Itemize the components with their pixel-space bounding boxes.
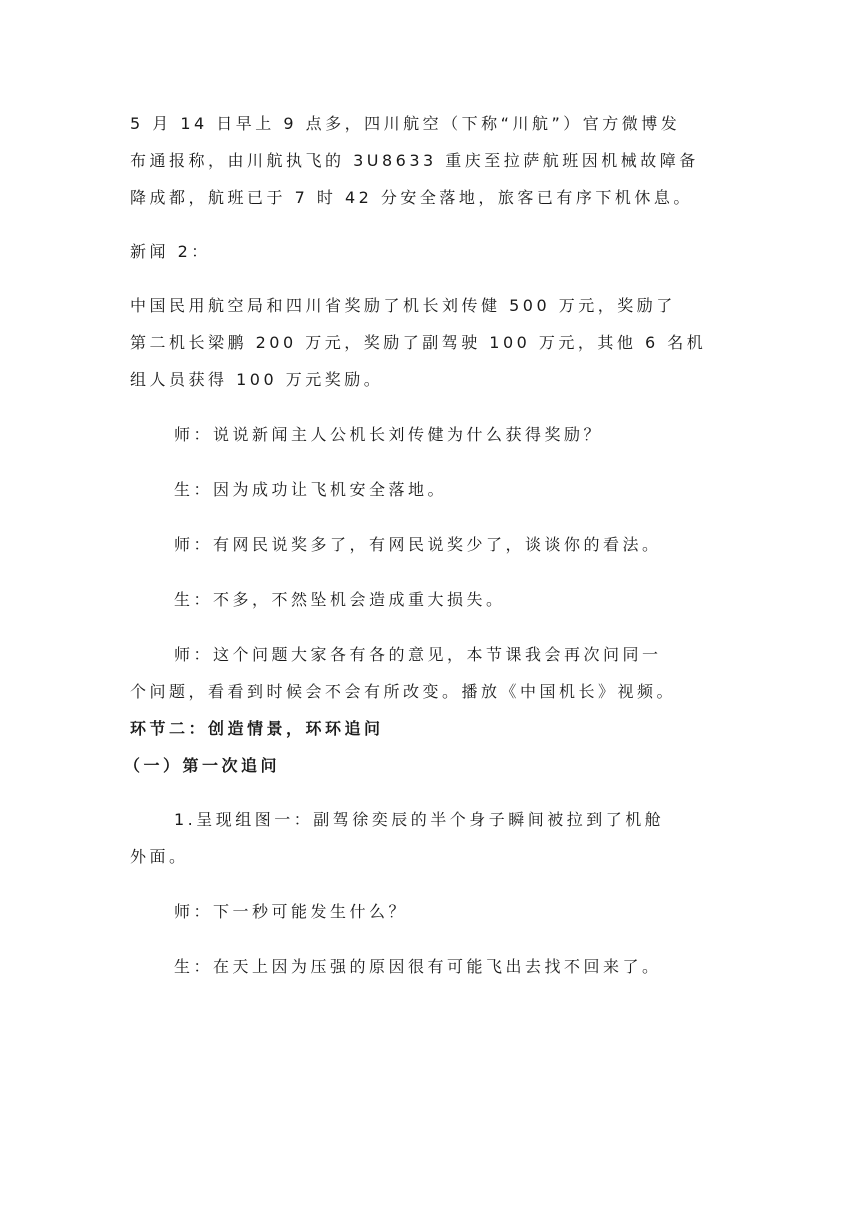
text-line: 组人员获得 100 万元奖励。: [130, 370, 384, 389]
text-line: 外面。: [130, 847, 189, 866]
text-line: 中国民用航空局和四川省奖励了机长刘传健 500 万元，奖励了: [130, 296, 676, 315]
text-line: 个问题，看看到时候会不会有所改变。播放《中国机长》视频。: [130, 682, 677, 701]
text-line: 5 月 14 日早上 9 点多，四川航空（下称“川航”）官方微博发: [130, 114, 681, 133]
news2-paragraph: [130, 287, 730, 398]
dialogue-teacher-3: [130, 636, 730, 710]
document-page: [124, 105, 730, 985]
text-line: 1.呈现组图一：副驾徐奕辰的半个身子瞬间被拉到了机舱: [174, 810, 665, 829]
text-line: 布通报称，由川航执飞的 3U8633 重庆至拉萨航班因机械故障备: [130, 151, 699, 170]
sub-heading: （一）第一次追问: [124, 756, 281, 775]
dialogue-student-2: 生：不多，不然坠机会造成重大损失。: [174, 590, 506, 609]
section-heading: 环节二：创造情景，环环追问: [130, 719, 384, 738]
dialogue-teacher-4: 师：下一秒可能发生什么？: [174, 902, 409, 921]
dialogue-student-3: 生：在天上因为压强的原因很有可能飞出去找不回来了。: [174, 957, 662, 976]
dialogue-teacher-2: 师：有网民说奖多了，有网民说奖少了，谈谈你的看法。: [174, 535, 662, 554]
dialogue-student-1: 生：因为成功让飞机安全落地。: [174, 480, 448, 499]
news1-paragraph: [130, 105, 730, 216]
news2-label: 新闻 2：: [130, 242, 211, 261]
text-line: 第二机长梁鹏 200 万元，奖励了副驾驶 100 万元，其他 6 名机: [130, 333, 707, 352]
item1-paragraph: [130, 801, 730, 875]
text-line: 降成都，航班已于 7 时 42 分安全落地，旅客已有序下机休息。: [130, 188, 693, 207]
text-line: 师：这个问题大家各有各的意见，本节课我会再次问同一: [174, 645, 662, 664]
dialogue-teacher-1: 师：说说新闻主人公机长刘传健为什么获得奖励？: [174, 425, 604, 444]
